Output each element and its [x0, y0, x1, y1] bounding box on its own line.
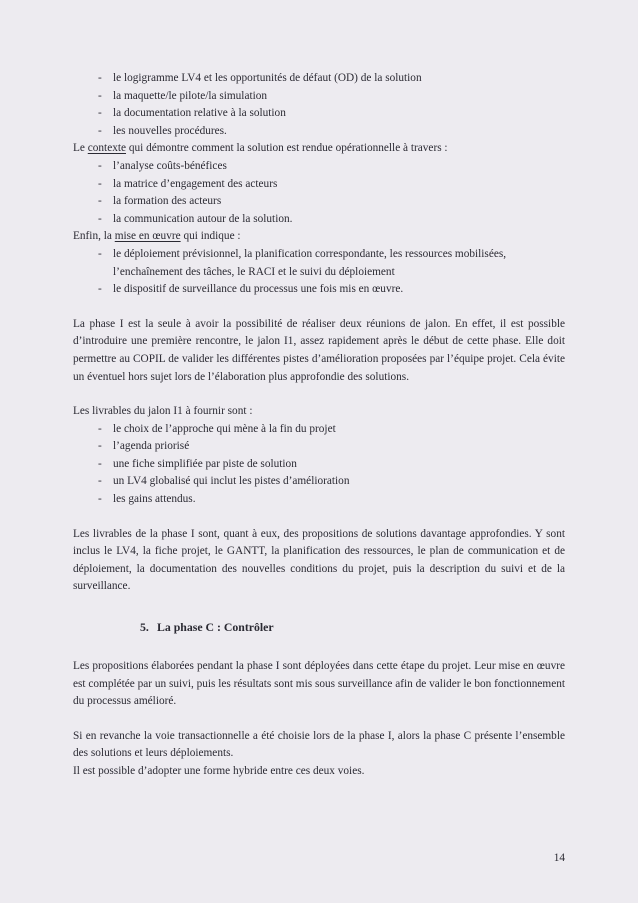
section-number: 5.	[140, 620, 149, 635]
lead-prefix: Le	[73, 142, 88, 155]
list-item	[73, 193, 565, 211]
list-item	[73, 158, 565, 176]
list-item-label: le dispositif de surveillance du processus une fois mis en œuvre.	[113, 283, 404, 296]
section-heading-phase-c	[73, 618, 565, 636]
paragraph-livrables-phase-i: Les livrables de la phase I sont, quant à eux, des propositions de solutions davantage approfondies. Y sont inclus le LV4, la fiche projet, le GANTT, la planification des ressources, le plan de communication et de déploiement, la documentation des nouvelles conditions du projet, puis la description du suivi et de la surveillance.	[73, 527, 565, 593]
dash-bullet-icon: -	[98, 195, 102, 208]
list-item	[73, 456, 565, 474]
underlined-term-contexte: contexte	[87, 142, 127, 155]
list-item	[73, 281, 565, 299]
dash-bullet-icon: -	[98, 493, 102, 506]
list-item-label: les gains attendus.	[113, 493, 196, 506]
dash-bullet-icon: -	[98, 89, 102, 102]
lead-prefix: Enfin, la	[73, 230, 115, 243]
bullet-list	[73, 421, 565, 509]
list-item-label: la documentation relative à la solution	[113, 107, 286, 120]
list-item-label: l’agenda priorisé	[113, 440, 190, 453]
dash-bullet-icon: -	[98, 124, 102, 137]
dash-bullet-icon: -	[98, 457, 102, 470]
dash-bullet-icon: -	[98, 247, 102, 260]
dash-bullet-icon: -	[98, 107, 102, 120]
list-item	[73, 421, 565, 439]
dash-bullet-icon: -	[98, 440, 102, 453]
block-spacer	[73, 509, 565, 526]
list-item-label: l’analyse coûts-bénéfices	[113, 159, 227, 172]
list-item-label: la communication autour de la solution.	[113, 212, 293, 225]
paragraph-propositions-deployees: Les propositions élaborées pendant la phase I sont déployées dans cette étape du projet. Leur mise en œuvre est complétée par un suivi, puis les résultats sont mis sous surveillance afin de valider le bon fonctionnement du processus amélioré.	[73, 660, 565, 708]
block-spacer	[73, 299, 565, 316]
block-spacer	[73, 596, 565, 618]
list-item	[73, 70, 565, 88]
list-item	[73, 473, 565, 491]
list-item	[73, 491, 565, 509]
lead-line-livrables-jalon: Les livrables du jalon I1 à fournir sont :	[73, 405, 253, 418]
lead-suffix: qui indique :	[180, 230, 241, 243]
list-item-label: le logigramme LV4 et les opportunités de défaut (OD) de la solution	[113, 72, 422, 84]
block-spacer	[73, 636, 565, 658]
block-spacer	[73, 386, 565, 403]
lead-suffix: qui démontre comment la solution est rendue opérationnelle à travers :	[126, 142, 448, 155]
list-item	[73, 438, 565, 456]
list-item-label: un LV4 globalisé qui inclut les pistes d’amélioration	[113, 475, 350, 488]
dash-bullet-icon: -	[98, 72, 102, 84]
document-body	[73, 70, 565, 781]
dash-bullet-icon: -	[98, 475, 102, 488]
dash-bullet-icon: -	[98, 159, 102, 172]
list-item-label: une fiche simplifiée par piste de solution	[113, 457, 297, 470]
list-item-label: la formation des acteurs	[113, 195, 222, 208]
paragraph-voie-transactionnelle: Si en revanche la voie transactionnelle a été choisie lors de la phase I, alors la phase C présente l’ensemble des solutions et leurs déploiements.	[73, 729, 565, 760]
dash-bullet-icon: -	[98, 422, 102, 435]
list-item	[73, 176, 565, 194]
section-heading-label: La phase C : Contrôler	[157, 620, 274, 635]
bullet-list	[73, 70, 565, 140]
block-spacer	[73, 711, 565, 728]
list-item-label: les nouvelles procédures.	[113, 124, 227, 137]
list-item	[73, 246, 565, 281]
dash-bullet-icon: -	[98, 212, 102, 225]
list-item	[73, 123, 565, 141]
page-number: 14	[553, 852, 565, 864]
lead-line-contexte	[73, 140, 565, 158]
lead-line-forme-hybride: Il est possible d’adopter une forme hybride entre ces deux voies.	[73, 765, 365, 777]
list-item	[73, 88, 565, 106]
dash-bullet-icon: -	[98, 283, 102, 296]
bullet-list	[73, 246, 565, 299]
dash-bullet-icon: -	[98, 177, 102, 190]
list-item	[73, 211, 565, 229]
list-item-label: le déploiement prévisionnel, la planification correspondante, les ressources mobilisées, l’enchaînement des tâches, le RACI et le suivi du déploiement	[113, 247, 507, 278]
list-item-label: la matrice d’engagement des acteurs	[113, 177, 278, 190]
list-item	[73, 105, 565, 123]
list-item-label: le choix de l’approche qui mène à la fin du projet	[113, 422, 336, 435]
paragraph-phase-i-jalons: La phase I est la seule à avoir la possibilité de réaliser deux réunions de jalon. En effet, il est possible d’introduire une première rencontre, le jalon I1, assez rapidement après le début de cette phase. Elle doit permettre au COPIL de valider les différentes pistes d’amélioration proposées par l’équipe projet. Cela évite un éventuel hors sujet lors de l’élaboration plus approfondie des solutions.	[73, 317, 565, 383]
list-item-label: la maquette/le pilote/la simulation	[113, 89, 268, 102]
bullet-list	[73, 158, 565, 228]
underlined-term-mise-en-oeuvre: mise en œuvre	[114, 230, 181, 243]
lead-line-mise-en-oeuvre	[73, 228, 565, 246]
